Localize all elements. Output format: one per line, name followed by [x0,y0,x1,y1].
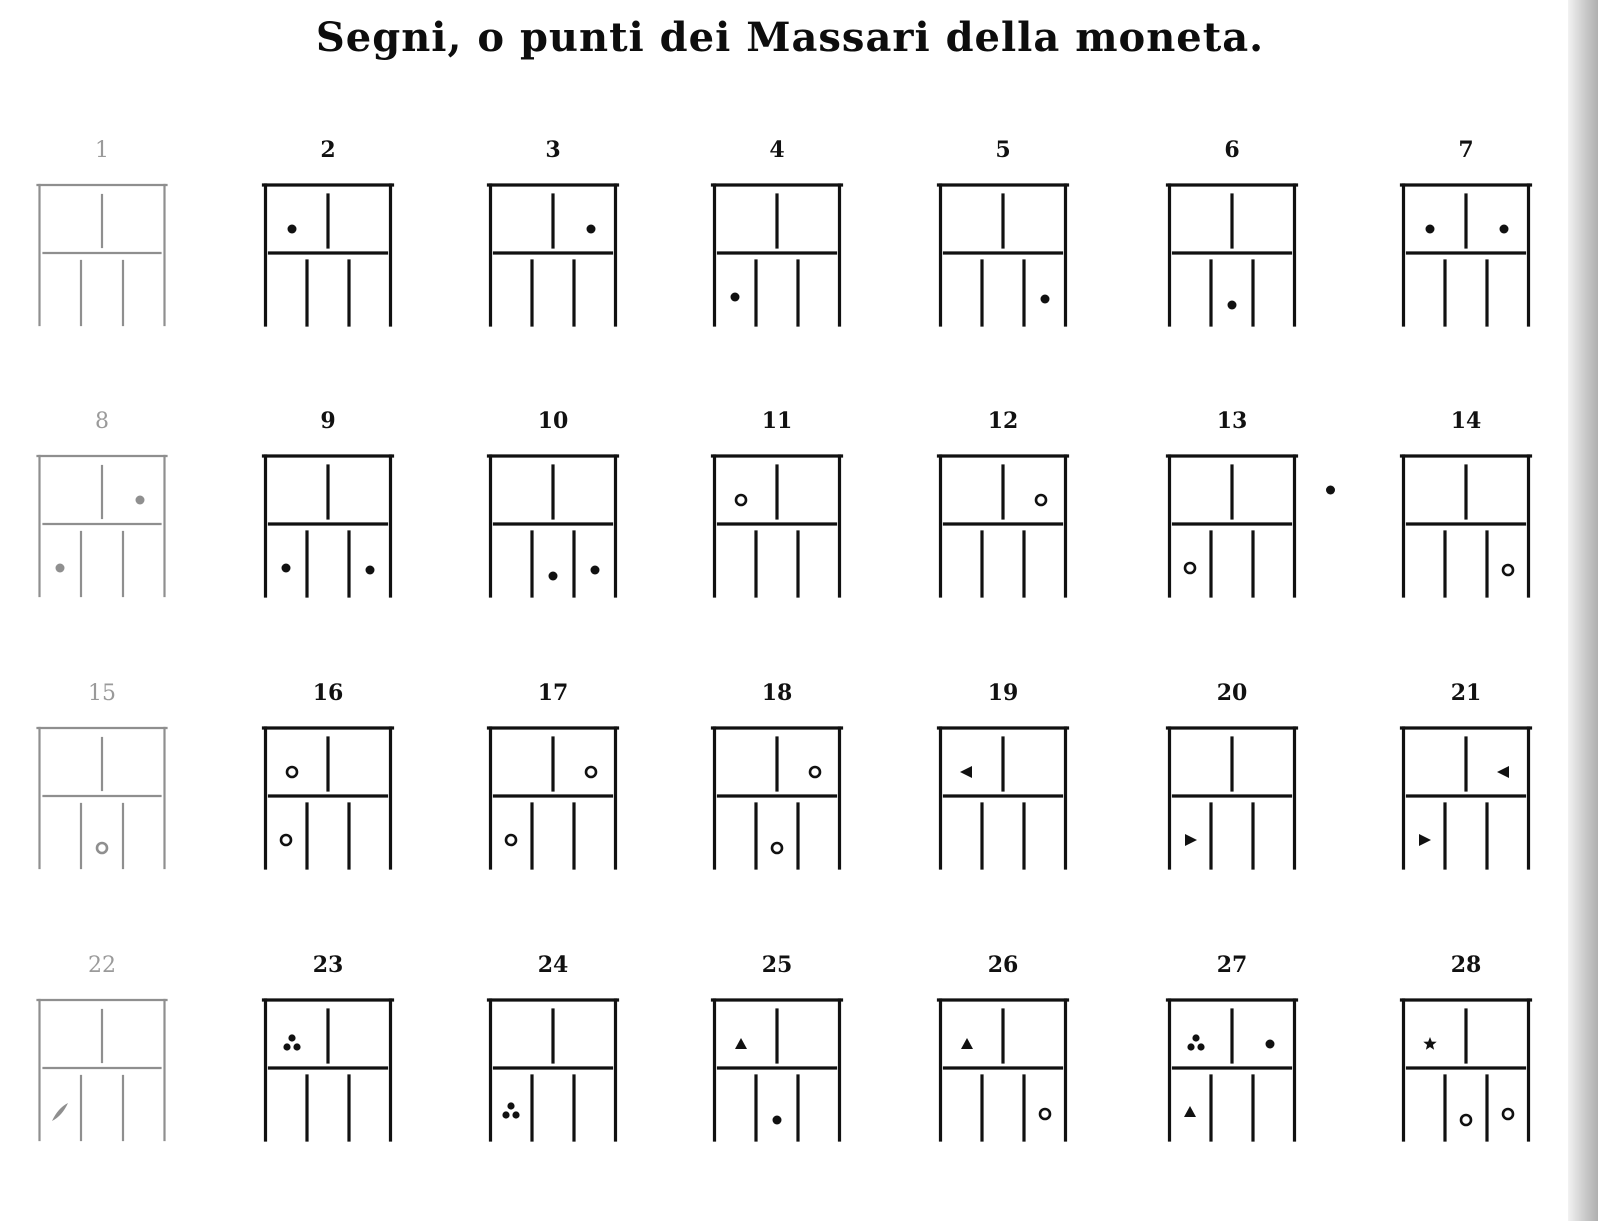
mark-27 [1168,952,1297,1140]
dot-mark [1500,225,1509,234]
ring-mark [281,835,291,845]
mark-number: 27 [1216,952,1248,978]
mark-14 [1402,408,1531,596]
dot-mark [549,572,558,581]
mark-6 [1168,137,1297,325]
dot-mark [773,1116,782,1125]
dot-mark [731,293,740,302]
mark-number: 2 [320,137,336,163]
mark-18 [713,680,842,868]
star-mark [1423,1037,1436,1050]
mark-number: 25 [761,952,793,978]
dot-mark [1228,301,1237,310]
dot-mark [591,566,600,575]
ring-mark [97,843,107,853]
mark-23 [264,952,393,1140]
mark-2 [264,137,393,325]
ring-mark [287,767,297,777]
mark-5 [939,137,1068,325]
dot-mark [366,566,375,575]
mark-number: 16 [312,680,344,706]
ring-mark [506,835,516,845]
mark-number: 3 [545,137,561,163]
mark-10 [489,408,618,596]
dot-mark [1266,1040,1275,1049]
mark-12 [939,408,1068,596]
ring-mark [1040,1109,1050,1119]
ring-mark [1461,1115,1471,1125]
page-title: Segni, o punti dei Massari della moneta. [315,14,1265,61]
mark-9 [264,408,393,596]
triangle-mark [1184,1106,1196,1117]
mark-number: 7 [1458,137,1474,163]
triangle-mark [735,1038,747,1049]
ring-mark [736,495,746,505]
mark-number: 6 [1224,137,1240,163]
mark-25 [713,952,842,1140]
mark-number: 22 [88,953,116,978]
mark-22 [38,953,167,1140]
mark-17 [489,680,618,868]
dot-mark [56,564,65,573]
mark-number: 9 [320,408,336,434]
dot-mark [1041,295,1050,304]
mark-number: 4 [769,137,785,163]
dot-mark [136,496,145,505]
mark-3 [489,137,618,325]
ring-mark [1185,563,1195,573]
mark-15 [38,681,167,868]
mark-7 [1402,137,1531,325]
mark-1 [38,138,167,325]
mark-number: 26 [987,952,1019,978]
dot-mark [1426,225,1435,234]
ring-mark [1503,565,1513,575]
mark-20 [1168,680,1297,868]
ring-mark [586,767,596,777]
mark-number: 18 [761,680,793,706]
mark-11 [713,408,842,596]
mark-16 [264,680,393,868]
ring-mark [772,843,782,853]
dot-mark [1326,486,1335,495]
mark-number: 19 [987,680,1019,706]
mark-21 [1402,680,1531,868]
mark-number: 11 [761,408,793,434]
ring-mark [1036,495,1046,505]
dot-cluster-mark [283,1034,300,1050]
mark-number: 28 [1450,952,1482,978]
mark-number: 10 [537,408,569,434]
mark-number: 1 [95,138,109,163]
page-edge-shadow [1568,0,1598,1221]
mark-13 [1168,408,1336,596]
mark-number: 24 [537,952,569,978]
dot-mark [587,225,596,234]
dot-mark [282,564,291,573]
mark-4 [713,137,842,325]
mark-number: 21 [1450,680,1482,706]
mark-number: 23 [312,952,344,978]
mark-26 [939,952,1068,1140]
triangle-mark [1419,834,1431,846]
mark-number: 20 [1216,680,1248,706]
leaf-mark [52,1103,68,1121]
triangle-mark [1185,834,1197,846]
mark-28 [1402,952,1531,1140]
mark-24 [489,952,618,1140]
mark-19 [939,680,1068,868]
mark-number: 15 [88,681,116,706]
mark-number: 12 [987,408,1019,434]
mark-8 [38,409,167,596]
triangle-mark [961,1038,973,1049]
dot-mark [288,225,297,234]
mark-number: 13 [1216,408,1248,434]
mark-number: 14 [1450,408,1482,434]
triangle-mark [1497,766,1509,778]
triangle-mark [960,766,972,778]
mark-number: 8 [95,409,109,434]
mark-number: 17 [537,680,569,706]
mark-number: 5 [995,137,1011,163]
dot-cluster-mark [1187,1034,1204,1050]
ring-mark [1503,1109,1513,1119]
dot-cluster-mark [502,1102,519,1118]
ring-mark [810,767,820,777]
